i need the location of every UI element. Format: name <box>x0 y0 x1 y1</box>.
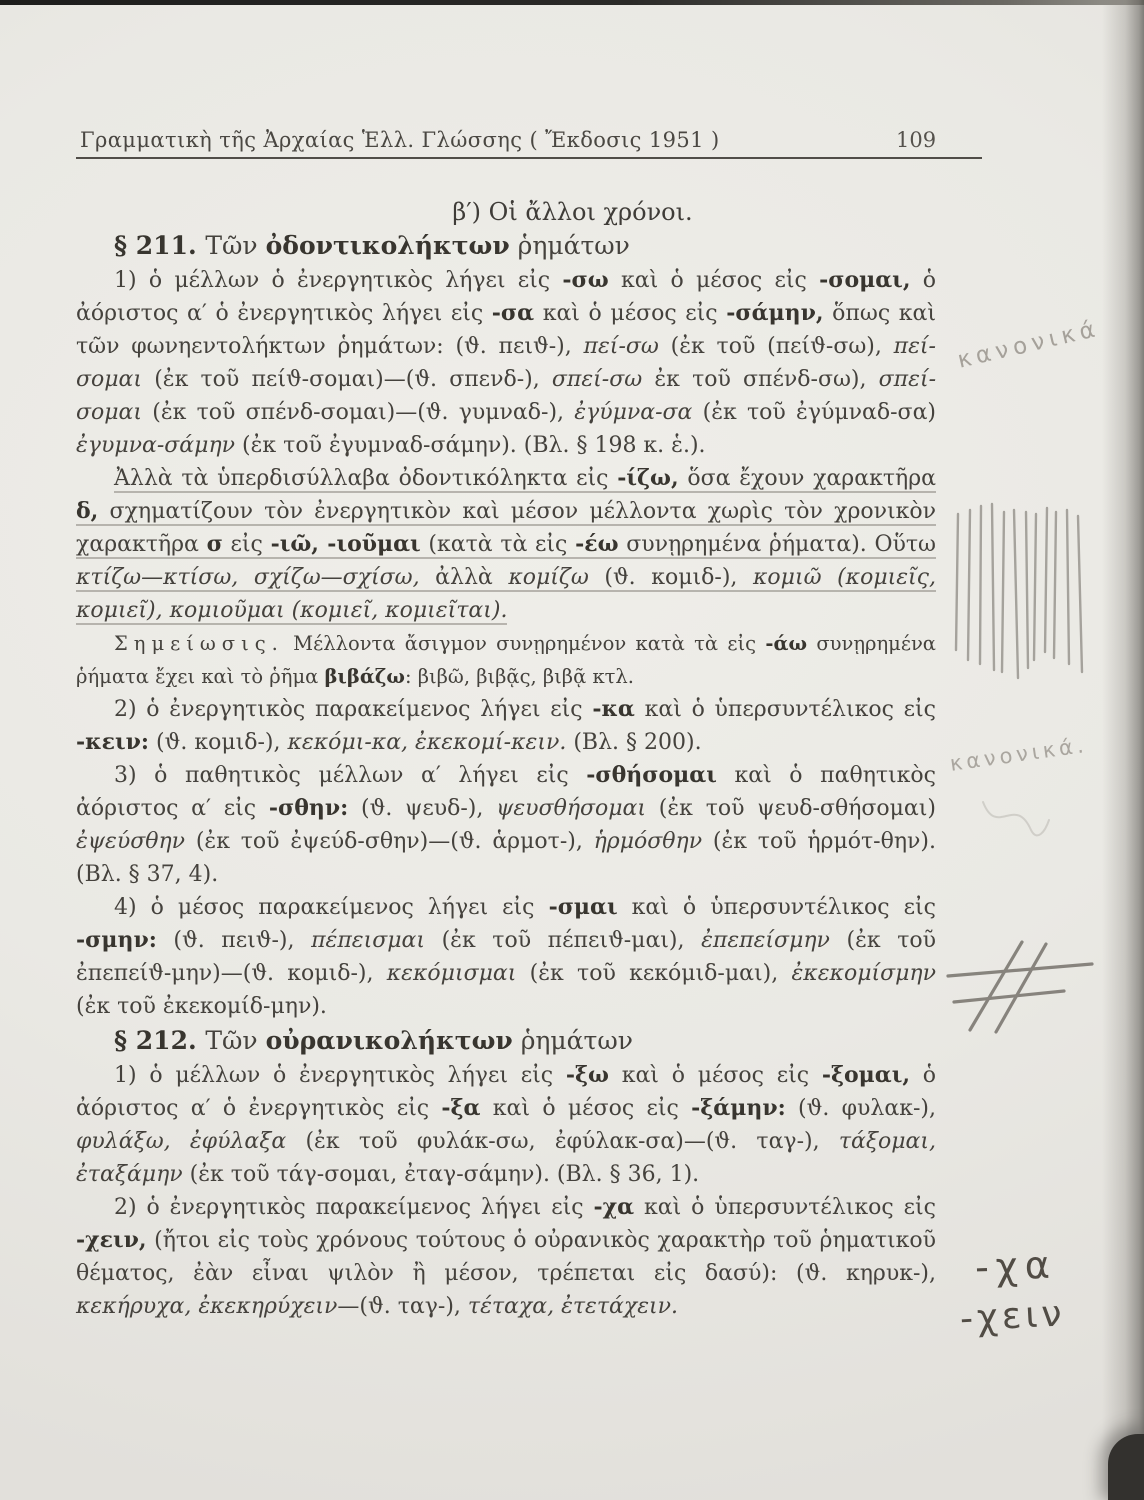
page-number: 109 <box>896 128 937 152</box>
margin-note-ending-cha: -χα <box>974 1242 1058 1290</box>
paragraph-211-3: 2) ὁ ἐνεργητικὸς παρακείμενος λήγει εἰς -κα καὶ ὁ ὑπερσυντέλικος εἰς -κειν: (ϑ. κομιδ-), κεκόμι-κα, ἐκεκομί-κειν. (Βλ. § 200). <box>76 696 936 755</box>
margin-note-kanonika-1: κανονικά <box>955 315 1103 374</box>
header-rule <box>76 157 982 159</box>
pencil-scribble <box>975 790 1055 850</box>
section-211-heading: § 211. Τῶν ὀδοντικολήκτων ῥημάτων <box>114 231 630 260</box>
chapter-heading: β′) Οἱ ἄλλοι χρόνοι. <box>452 198 693 226</box>
paragraph-211-2-underlined: Ἀλλὰ τὰ ὑπερδισύλλαβα ὀδοντικόληκτα εἰς -ίζω, ὅσα ἔχουν χαρακτῆρα δ, σχηματίζουν τὸν ἐνεργητικὸν καὶ μέσον μέλλοντα χωρὶς τὸν χρονικὸν χαρακτῆρα σ εἰς -ιῶ, -ιοῦμαι (κατὰ τὰ εἰς -έω συνῃρημένα ῥήματα). Οὕτω κτίζω—κτίσω, σχίζω—σχίσω, ἀλλὰ κομίζω (ϑ. κομιδ-), κομιῶ (κομιεῖς, κομιεῖ), κομιοῦμαι (κομιεῖ, κομιεῖται). <box>76 465 936 623</box>
text-block <box>76 196 936 1323</box>
paragraph-211-4: 3) ὁ παθητικὸς μέλλων α′ λήγει εἰς -σθήσομαι καὶ ὁ παθητικὸς ἀόριστος α′ εἰς -σθην: (ϑ. ψευδ-), ψευσθήσομαι (ἐκ τοῦ ψευδ-σθήσομαι) ἐψεύσθην (ἐκ τοῦ ἐψεύδ-σθην)—(ϑ. ἁρμοτ-), ἡρμόσθην (ἐκ τοῦ ἡρμότ-θην). (Βλ. § 37, 4). <box>76 762 937 887</box>
margin-note-kanonika-2: κανονικά. <box>948 732 1089 776</box>
paragraph-211-5: 4) ὁ μέσος παρακείμενος λήγει εἰς -σμαι καὶ ὁ ὑπερσυντέλικος εἰς -σμην: (ϑ. πειϑ-), πέπεισμαι (ἐκ τοῦ πέπειϑ-μαι), ἐπεπείσμην (ἐκ τοῦ ἐπεπείϑ-μην)—(ϑ. κομιδ-), κεκόμισμαι (ἐκ τοῦ κεκόμιδ-μαι), ἐκεκομίσμην (ἐκ τοῦ ἐκεκομίδ-μην). <box>76 894 936 1019</box>
pencil-hatch-marks <box>950 502 1090 680</box>
paragraph-211-1: 1) ὁ μέλλων ὁ ἐνεργητικὸς λήγει εἰς -σω καὶ ὁ μέσος εἰς -σομαι, ὁ ἀόριστος α′ ὁ ἐνεργητικὸς λήγει εἰς -σα καὶ ὁ μέσος εἰς -σάμην, ὅπως καὶ τῶν φωνηεντολήκτων ῥημάτων: (ϑ. πειϑ-), πεί-σω (ἐκ τοῦ (πείϑ-σω), πεί-σομαι (ἐκ τοῦ πείϑ-σομαι)—(ϑ. σπενδ-), σπεί-σω ἐκ τοῦ σπένδ-σω), σπεί-σομαι (ἐκ τοῦ σπένδ-σομαι)—(ϑ. γυμναδ-), ἐγύμνα-σα (ἐκ τοῦ ἐγύμναδ-σα) ἐγυμνα-σάμην (ἐκ τοῦ ἐγυμναδ-σάμην). (Βλ. § 198 κ. ἑ.). <box>76 267 937 458</box>
margin-note-ending-chein: -χειν <box>958 1293 1067 1340</box>
paragraph-212-2: 2) ὁ ἐνεργητικὸς παρακείμενος λήγει εἰς -χα καὶ ὁ ὑπερσυντέλικος εἰς -χειν, (ἤτοι εἰς τοὺς χρόνους τούτους ὁ οὐρανικὸς χαρακτὴρ τοῦ ῥηματικοῦ θέματος, ἐὰν εἶναι ψιλὸν ἢ μέσον, τρέπεται εἰς δασύ): (ϑ. κηρυκ-), κεκήρυχα, ἐκεκηρύχειν—(ϑ. ταγ-), τέταχα, ἐτετάχειν. <box>76 1194 936 1319</box>
section-212-heading: § 212. Τῶν οὐρανικολήκτων ῥημάτων <box>114 1026 633 1055</box>
page-top-edge-shadow <box>0 0 1144 5</box>
pencil-hash-mark <box>942 938 1100 1036</box>
page-gutter-shadow <box>1102 0 1144 1500</box>
running-header-title: Γραμματικὴ τῆς Ἀρχαίας Ἑλλ. Γλώσσης ( Ἔκδοσις 1951 ) <box>80 128 720 152</box>
paragraph-211-note: Σημείωσις. Μέλλοντα ἄσιγμον συνῃρημένον κατὰ τὰ εἰς -άω συνῃρημένα ῥήματα ἔχει καὶ τὸ ῥῆμα βιβάζω: βιβῶ, βιβᾷς, βιβᾷ κτλ. <box>76 632 936 688</box>
paragraph-212-1: 1) ὁ μέλλων ὁ ἐνεργητικὸς λήγει εἰς -ξω καὶ ὁ μέσος εἰς -ξομαι, ὁ ἀόριστος α′ ὁ ἐνεργητικὸς εἰς -ξα καὶ ὁ μέσος εἰς -ξάμην: (ϑ. φυλακ-), φυλάξω, ἐφύλαξα (ἐκ τοῦ φυλάκ-σω, ἐφύλακ-σα)—(ϑ. ταγ-), τάξομαι, ἐταξάμην (ἐκ τοῦ τάγ-σομαι, ἐταγ-σάμην). (Βλ. § 36, 1). <box>76 1062 936 1187</box>
